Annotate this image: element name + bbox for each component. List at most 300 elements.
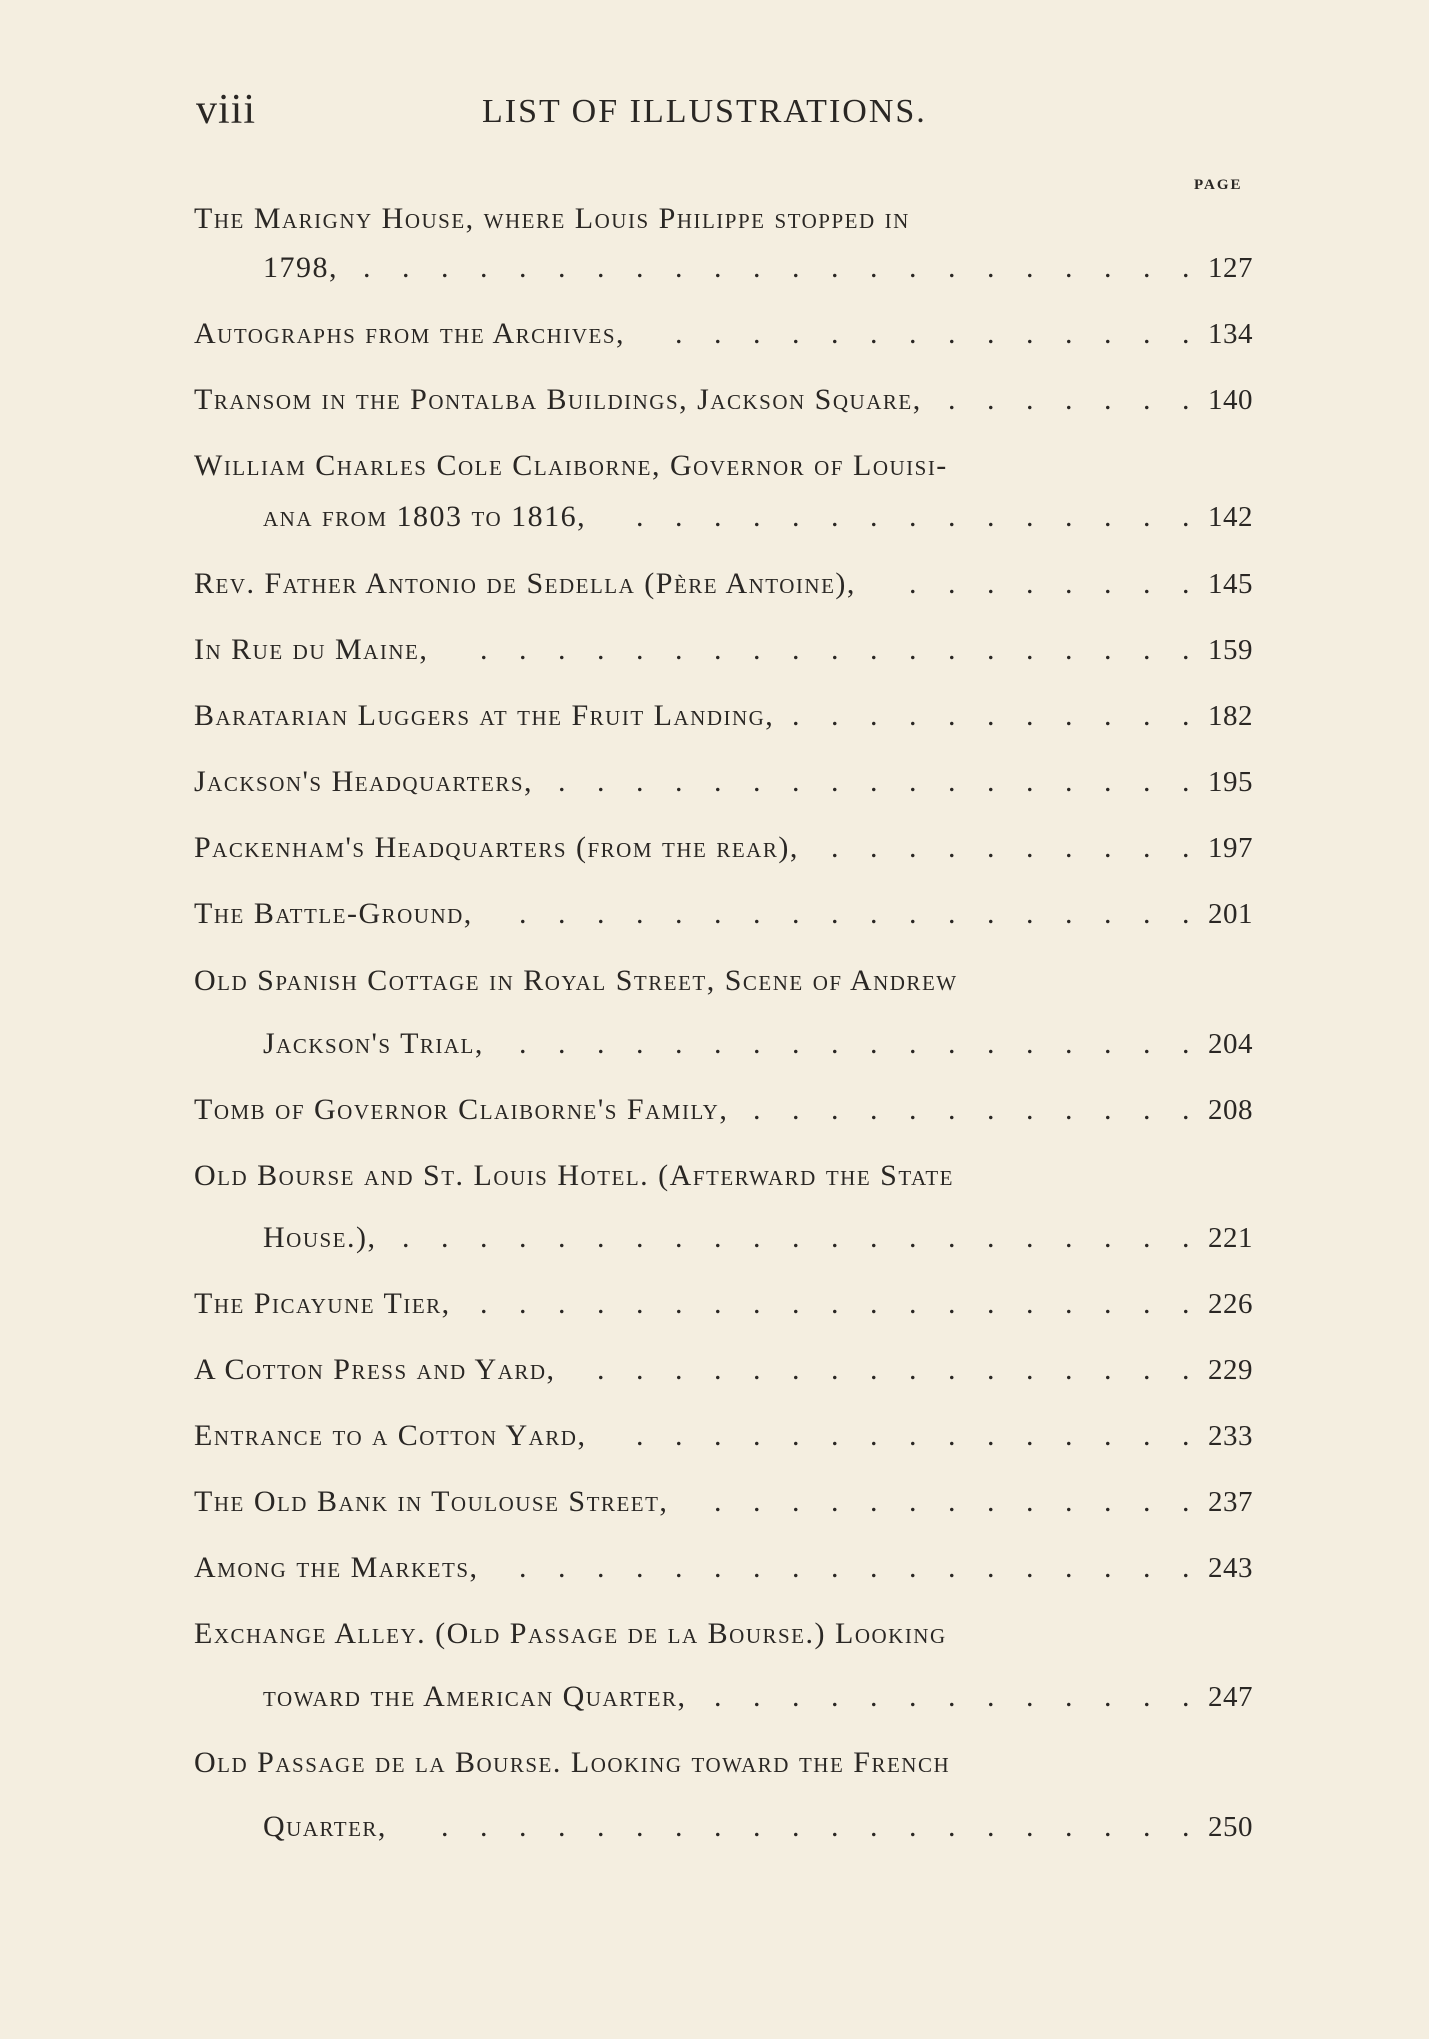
leader-dot: . xyxy=(909,1353,917,1386)
leader-dot: . xyxy=(1182,567,1190,600)
leader-dot: . xyxy=(909,1810,917,1843)
leader-dot: . xyxy=(480,1810,488,1843)
leader-dot: . xyxy=(1065,1027,1073,1060)
leader-dot: . xyxy=(1143,317,1151,350)
illustration-caption: Among the Markets, xyxy=(194,1551,479,1584)
leader-dot: . xyxy=(792,1680,800,1713)
leader-dot: . xyxy=(1026,1093,1034,1126)
leader-dot: . xyxy=(1104,251,1112,284)
leader-dot: . xyxy=(636,765,644,798)
leader-dot: . xyxy=(909,1221,917,1254)
leader-dot: . xyxy=(792,897,800,930)
leader-dot: . xyxy=(1143,765,1151,798)
leader-dot: . xyxy=(792,500,800,533)
leader-dot: . xyxy=(1143,1093,1151,1126)
leader-dot: . xyxy=(987,251,995,284)
leader-dot: . xyxy=(909,1419,917,1452)
illustration-page-number: 204 xyxy=(1208,1028,1253,1060)
leader-dot: . xyxy=(675,317,683,350)
leader-dot: . xyxy=(1026,317,1034,350)
leader-dot: . xyxy=(1182,251,1190,284)
leader-dot: . xyxy=(987,831,995,864)
leader-dot: . xyxy=(558,633,566,666)
leader-dot: . xyxy=(597,765,605,798)
illustration-caption: 1798, xyxy=(263,251,338,284)
leader-dot: . xyxy=(597,251,605,284)
leader-dot: . xyxy=(675,500,683,533)
leader-dot: . xyxy=(402,251,410,284)
leader-dot: . xyxy=(558,1810,566,1843)
leader-dot: . xyxy=(1026,1485,1034,1518)
leader-dot: . xyxy=(1182,1419,1190,1452)
leader-dot: . xyxy=(1065,1093,1073,1126)
leader-dot: . xyxy=(948,1093,956,1126)
leader-dot: . xyxy=(753,1287,761,1320)
leader-dot: . xyxy=(948,1287,956,1320)
leader-dot: . xyxy=(363,251,371,284)
illustration-caption: Old Spanish Cottage in Royal Street, Scene of Andrew xyxy=(194,964,958,997)
leader-dot: . xyxy=(1143,1680,1151,1713)
leader-dot: . xyxy=(636,633,644,666)
illustration-caption: Entrance to a Cotton Yard, xyxy=(194,1419,587,1452)
leader-dot: . xyxy=(831,765,839,798)
leader-dot: . xyxy=(1065,567,1073,600)
leader-dot: . xyxy=(636,1810,644,1843)
leader-dot: . xyxy=(753,633,761,666)
leader-dot: . xyxy=(909,765,917,798)
leader-dot: . xyxy=(909,897,917,930)
illustration-caption: Old Bourse and St. Louis Hotel. (Afterward the State xyxy=(194,1159,954,1192)
illustration-page-number: 145 xyxy=(1208,568,1253,600)
leader-dot: . xyxy=(948,1419,956,1452)
leader-dot: . xyxy=(714,1287,722,1320)
illustration-page-number: 233 xyxy=(1208,1420,1253,1452)
leader-dot: . xyxy=(636,1419,644,1452)
leader-dot: . xyxy=(597,1353,605,1386)
leader-dot: . xyxy=(909,633,917,666)
leader-dot: . xyxy=(987,1551,995,1584)
illustration-caption: William Charles Cole Claiborne, Governor of Louisi- xyxy=(194,449,948,482)
leader-dot: . xyxy=(519,1027,527,1060)
leader-dot: . xyxy=(792,317,800,350)
leader-dot: . xyxy=(714,633,722,666)
list-item-line xyxy=(0,564,1429,604)
leader-dot: . xyxy=(1104,1810,1112,1843)
leader-dot: . xyxy=(1026,1551,1034,1584)
leader-dot: . xyxy=(831,1419,839,1452)
leader-dot: . xyxy=(753,1221,761,1254)
list-item-line xyxy=(0,1482,1429,1522)
leader-dot: . xyxy=(1143,1810,1151,1843)
leader-dot: . xyxy=(870,897,878,930)
leader-dot: . xyxy=(987,500,995,533)
list-item-line xyxy=(0,828,1429,868)
list-item-line xyxy=(0,1350,1429,1390)
leader-dot: . xyxy=(1143,1353,1151,1386)
leader-dot: . xyxy=(597,1027,605,1060)
leader-dot: . xyxy=(1143,1485,1151,1518)
leader-dot: . xyxy=(1026,1353,1034,1386)
leader-dot: . xyxy=(792,1221,800,1254)
leader-dot: . xyxy=(1182,633,1190,666)
leader-dot: . xyxy=(909,251,917,284)
leader-dot: . xyxy=(1104,699,1112,732)
leader-dot: . xyxy=(597,1551,605,1584)
leader-dot: . xyxy=(714,1419,722,1452)
leader-dot: . xyxy=(1143,831,1151,864)
leader-dot: . xyxy=(1143,699,1151,732)
leader-dot: . xyxy=(441,1221,449,1254)
leader-dot: . xyxy=(714,765,722,798)
leader-dot: . xyxy=(480,1221,488,1254)
illustration-page-number: 140 xyxy=(1208,384,1253,416)
leader-dot: . xyxy=(480,1287,488,1320)
leader-dot: . xyxy=(792,1419,800,1452)
illustration-caption: Baratarian Luggers at the Fruit Landing, xyxy=(194,699,775,732)
leader-dot: . xyxy=(792,633,800,666)
leader-dot: . xyxy=(792,1485,800,1518)
leader-dot: . xyxy=(948,1485,956,1518)
leader-dot: . xyxy=(714,897,722,930)
list-item-line xyxy=(0,1614,1429,1654)
leader-dot: . xyxy=(1026,633,1034,666)
leader-dot: . xyxy=(1065,1287,1073,1320)
leader-dot: . xyxy=(636,1353,644,1386)
leader-dot: . xyxy=(1143,567,1151,600)
list-item-line xyxy=(0,1743,1429,1783)
leader-dot: . xyxy=(1065,699,1073,732)
leader-dot: . xyxy=(909,699,917,732)
leader-dot: . xyxy=(1143,500,1151,533)
leader-dot: . xyxy=(1104,1419,1112,1452)
leader-dot: . xyxy=(675,251,683,284)
leader-dot: . xyxy=(1143,633,1151,666)
illustration-caption: The Old Bank in Toulouse Street, xyxy=(194,1485,669,1518)
leader-dot: . xyxy=(597,1221,605,1254)
leader-dot: . xyxy=(987,1353,995,1386)
leader-dot: . xyxy=(714,1680,722,1713)
leader-dot: . xyxy=(753,1419,761,1452)
illustration-caption: Quarter, xyxy=(263,1810,387,1843)
leader-dot: . xyxy=(1026,1810,1034,1843)
illustration-page-number: 226 xyxy=(1208,1288,1253,1320)
leader-dot: . xyxy=(1026,897,1034,930)
list-item-line xyxy=(0,1284,1429,1324)
leader-dot: . xyxy=(519,633,527,666)
illustration-page-number: 229 xyxy=(1208,1354,1253,1386)
leader-dot: . xyxy=(441,251,449,284)
leader-dot: . xyxy=(558,251,566,284)
leader-dot: . xyxy=(831,1551,839,1584)
leader-dot: . xyxy=(1104,897,1112,930)
leader-dot: . xyxy=(1182,383,1190,416)
leader-dot: . xyxy=(948,1680,956,1713)
leader-dot: . xyxy=(1026,1027,1034,1060)
leader-dot: . xyxy=(909,1551,917,1584)
list-item-line xyxy=(0,762,1429,802)
illustration-caption: Tomb of Governor Claiborne's Family, xyxy=(194,1093,729,1126)
illustration-caption: Transom in the Pontalba Buildings, Jackson Square, xyxy=(194,383,922,416)
illustration-page-number: 142 xyxy=(1208,501,1253,533)
leader-dot: . xyxy=(1026,1680,1034,1713)
leader-dot: . xyxy=(714,1551,722,1584)
leader-dot: . xyxy=(870,1093,878,1126)
leader-dot: . xyxy=(636,897,644,930)
leader-dot: . xyxy=(870,1287,878,1320)
leader-dot: . xyxy=(870,831,878,864)
leader-dot: . xyxy=(1104,383,1112,416)
leader-dot: . xyxy=(753,1027,761,1060)
leader-dot: . xyxy=(1065,383,1073,416)
leader-dot: . xyxy=(1143,1221,1151,1254)
leader-dot: . xyxy=(831,1485,839,1518)
leader-dot: . xyxy=(948,699,956,732)
leader-dot: . xyxy=(714,317,722,350)
leader-dot: . xyxy=(987,317,995,350)
leader-dot: . xyxy=(519,897,527,930)
leader-dot: . xyxy=(948,1027,956,1060)
leader-dot: . xyxy=(597,897,605,930)
leader-dot: . xyxy=(870,1485,878,1518)
leader-dot: . xyxy=(1104,1287,1112,1320)
leader-dot: . xyxy=(714,251,722,284)
leader-dot: . xyxy=(870,1221,878,1254)
illustration-page-number: 195 xyxy=(1208,766,1253,798)
leader-dot: . xyxy=(636,1027,644,1060)
leader-dot: . xyxy=(792,1287,800,1320)
leader-dot: . xyxy=(1182,1485,1190,1518)
leader-dot: . xyxy=(831,1093,839,1126)
leader-dot: . xyxy=(870,1680,878,1713)
leader-dot: . xyxy=(519,1287,527,1320)
leader-dot: . xyxy=(831,1027,839,1060)
leader-dot: . xyxy=(909,1680,917,1713)
leader-dot: . xyxy=(792,251,800,284)
leader-dot: . xyxy=(792,1093,800,1126)
leader-dot: . xyxy=(987,1221,995,1254)
leader-dot: . xyxy=(948,383,956,416)
leader-dot: . xyxy=(1104,1027,1112,1060)
illustration-caption: Jackson's Trial, xyxy=(263,1027,484,1060)
leader-dot: . xyxy=(1065,897,1073,930)
list-item-line xyxy=(0,1677,1429,1717)
leader-dot: . xyxy=(519,1810,527,1843)
illustration-page-number: 134 xyxy=(1208,318,1253,350)
illustration-caption: Jackson's Headquarters, xyxy=(194,765,534,798)
leader-dot: . xyxy=(1182,1027,1190,1060)
illustration-page-number: 182 xyxy=(1208,700,1253,732)
leader-dot: . xyxy=(558,1221,566,1254)
leader-dot: . xyxy=(714,1353,722,1386)
leader-dot: . xyxy=(1065,500,1073,533)
leader-dot: . xyxy=(987,1419,995,1452)
leader-dot: . xyxy=(753,1353,761,1386)
leader-dot: . xyxy=(987,1485,995,1518)
leader-dot: . xyxy=(1104,1353,1112,1386)
leader-dot: . xyxy=(1182,831,1190,864)
illustration-caption: Exchange Alley. (Old Passage de la Bourse.) Looking xyxy=(194,1617,947,1650)
leader-dot: . xyxy=(636,1287,644,1320)
leader-dot: . xyxy=(558,1287,566,1320)
leader-dot: . xyxy=(948,633,956,666)
leader-dot: . xyxy=(1104,633,1112,666)
leader-dot: . xyxy=(402,1221,410,1254)
illustration-page-number: 237 xyxy=(1208,1486,1253,1518)
leader-dot: . xyxy=(1104,500,1112,533)
leader-dot: . xyxy=(1026,1419,1034,1452)
leader-dot: . xyxy=(1182,1353,1190,1386)
leader-dot: . xyxy=(870,765,878,798)
leader-dot: . xyxy=(987,1027,995,1060)
leader-dot: . xyxy=(948,317,956,350)
illustration-caption: Old Passage de la Bourse. Looking toward the French xyxy=(194,1746,951,1779)
illustration-page-number: 159 xyxy=(1208,634,1253,666)
leader-dot: . xyxy=(636,500,644,533)
list-item-line xyxy=(0,1548,1429,1588)
list-item-line xyxy=(0,380,1429,420)
leader-dot: . xyxy=(1104,765,1112,798)
leader-dot: . xyxy=(558,765,566,798)
list-item-line xyxy=(0,1156,1429,1196)
illustration-caption: The Marigny House, where Louis Philippe stopped in xyxy=(194,202,910,235)
leader-dot: . xyxy=(1143,1027,1151,1060)
illustration-page-number: 208 xyxy=(1208,1094,1253,1126)
leader-dot: . xyxy=(987,699,995,732)
leader-dot: . xyxy=(1143,1551,1151,1584)
leader-dot: . xyxy=(1065,831,1073,864)
leader-dot: . xyxy=(1182,1680,1190,1713)
leader-dot: . xyxy=(948,500,956,533)
illustration-caption: toward the American Quarter, xyxy=(263,1680,687,1713)
leader-dot: . xyxy=(948,897,956,930)
leader-dot: . xyxy=(753,500,761,533)
illustration-caption: The Picayune Tier, xyxy=(194,1287,451,1320)
leader-dot: . xyxy=(987,1680,995,1713)
leader-dot: . xyxy=(987,897,995,930)
illustration-page-number: 243 xyxy=(1208,1552,1253,1584)
illustration-page-number: 197 xyxy=(1208,832,1253,864)
leader-dot: . xyxy=(1104,567,1112,600)
leader-dot: . xyxy=(753,317,761,350)
leader-dot: . xyxy=(1182,765,1190,798)
leader-dot: . xyxy=(675,633,683,666)
leader-dot: . xyxy=(870,500,878,533)
leader-dot: . xyxy=(870,1353,878,1386)
leader-dot: . xyxy=(909,317,917,350)
leader-dot: . xyxy=(831,1287,839,1320)
illustration-caption: Packenham's Headquarters (from the rear), xyxy=(194,831,799,864)
list-item-line xyxy=(0,961,1429,1001)
page-number: viii xyxy=(196,87,257,133)
leader-dot: . xyxy=(636,1551,644,1584)
illustration-page-number: 127 xyxy=(1208,252,1253,284)
leader-dot: . xyxy=(909,567,917,600)
leader-dot: . xyxy=(831,1221,839,1254)
leader-dot: . xyxy=(792,1551,800,1584)
leader-dot: . xyxy=(1182,699,1190,732)
leader-dot: . xyxy=(1104,1221,1112,1254)
leader-dot: . xyxy=(558,1027,566,1060)
leader-dot: . xyxy=(831,1680,839,1713)
leader-dot: . xyxy=(948,1221,956,1254)
leader-dot: . xyxy=(987,1810,995,1843)
list-item-line xyxy=(0,446,1429,486)
list-item-line xyxy=(0,894,1429,934)
leader-dot: . xyxy=(1026,567,1034,600)
leader-dot: . xyxy=(1026,383,1034,416)
leader-dot: . xyxy=(987,1287,995,1320)
leader-dot: . xyxy=(1104,1093,1112,1126)
illustration-page-number: 250 xyxy=(1208,1811,1253,1843)
leader-dot: . xyxy=(870,633,878,666)
leader-dot: . xyxy=(831,831,839,864)
leader-dot: . xyxy=(831,500,839,533)
leader-dot: . xyxy=(1065,633,1073,666)
leader-dot: . xyxy=(831,1353,839,1386)
illustration-caption: The Battle-Ground, xyxy=(194,897,473,930)
leader-dot: . xyxy=(987,765,995,798)
list-item-line xyxy=(0,696,1429,736)
leader-dot: . xyxy=(519,1551,527,1584)
leader-dot: . xyxy=(753,1680,761,1713)
leader-dot: . xyxy=(714,1810,722,1843)
leader-dot: . xyxy=(909,831,917,864)
list-item-line xyxy=(0,497,1429,537)
leader-dot: . xyxy=(792,1027,800,1060)
leader-dot: . xyxy=(480,251,488,284)
page-column-label: PAGE xyxy=(1194,177,1243,193)
leader-dot: . xyxy=(1182,897,1190,930)
leader-dot: . xyxy=(831,633,839,666)
leader-dot: . xyxy=(870,1810,878,1843)
leader-dot: . xyxy=(1143,897,1151,930)
leader-dot: . xyxy=(909,500,917,533)
leader-dot: . xyxy=(831,699,839,732)
leader-dot: . xyxy=(792,699,800,732)
leader-dot: . xyxy=(1026,500,1034,533)
leader-dot: . xyxy=(714,500,722,533)
list-item-line xyxy=(0,1090,1429,1130)
leader-dot: . xyxy=(714,1027,722,1060)
leader-dot: . xyxy=(948,1810,956,1843)
leader-dot: . xyxy=(1065,1551,1073,1584)
leader-dot: . xyxy=(1026,1287,1034,1320)
leader-dot: . xyxy=(870,1419,878,1452)
leader-dot: . xyxy=(636,1221,644,1254)
leader-dot: . xyxy=(792,765,800,798)
leader-dot: . xyxy=(909,1485,917,1518)
leader-dot: . xyxy=(675,765,683,798)
leader-dot: . xyxy=(753,251,761,284)
leader-dot: . xyxy=(948,251,956,284)
leader-dot: . xyxy=(1182,317,1190,350)
leader-dot: . xyxy=(831,897,839,930)
leader-dot: . xyxy=(1104,1485,1112,1518)
leader-dot: . xyxy=(831,317,839,350)
leader-dot: . xyxy=(1065,1680,1073,1713)
leader-dot: . xyxy=(480,633,488,666)
leader-dot: . xyxy=(909,1093,917,1126)
leader-dot: . xyxy=(1143,1419,1151,1452)
illustration-caption: A Cotton Press and Yard, xyxy=(194,1353,556,1386)
leader-dot: . xyxy=(714,1221,722,1254)
leader-dot: . xyxy=(675,1027,683,1060)
leader-dot: . xyxy=(1026,765,1034,798)
leader-dot: . xyxy=(675,1810,683,1843)
leader-dot: . xyxy=(909,1027,917,1060)
leader-dot: . xyxy=(1104,1551,1112,1584)
running-head: LIST OF ILLUSTRATIONS. xyxy=(482,93,927,130)
